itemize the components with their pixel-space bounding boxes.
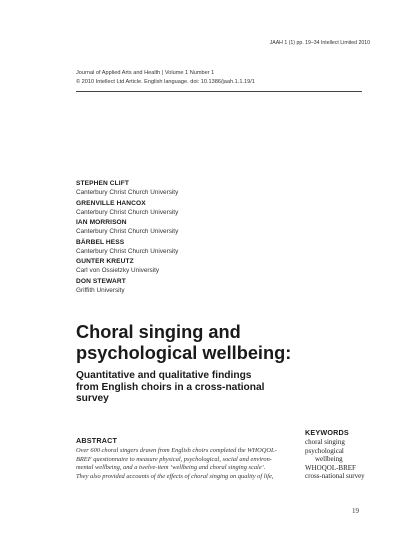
author-entry [76, 218, 336, 237]
keyword-item: wellbeing [315, 455, 343, 464]
article-title [76, 322, 376, 364]
author-list [76, 179, 336, 296]
author-entry [76, 238, 336, 257]
page-number: 19 [352, 507, 359, 515]
abstract-line: They also provided accounts of the effects of choral singing on quality of life, [76, 472, 274, 480]
author-name: STEPHEN CLIFT [76, 180, 129, 187]
title-line: psychological wellbeing: [76, 343, 292, 363]
author-entry [76, 257, 336, 276]
author-name: GUNTER KREUTZ [76, 258, 134, 265]
abstract-line: mental wellbeing, and a twelve-item ‘wellbeing and choral singing scale’. [76, 464, 266, 472]
author-entry [76, 179, 336, 198]
title-line: Choral singing and [76, 322, 241, 342]
author-affiliation: Canterbury Christ Church University [76, 189, 179, 196]
author-affiliation: Canterbury Christ Church University [76, 208, 179, 216]
journal-citation: Journal of Applied Arts and Health | Volume 1 Number 1 [76, 70, 215, 76]
keyword-item: cross-national survey [305, 472, 365, 481]
abstract-body [76, 447, 298, 481]
author-name: BÄRBEL HESS [76, 238, 125, 246]
keywords-heading: KEYWORDS [305, 428, 349, 437]
keyword-item: choral singing [305, 438, 345, 446]
author-name: DON STEWART [76, 277, 126, 285]
author-name: GRENVILLE HANCOX [76, 199, 146, 207]
copyright-doi: © 2010 Intellect Ltd Article. English language. doi: 10.1386/jaah.1.1.19/1 [76, 79, 255, 85]
subtitle-line: survey [76, 393, 109, 404]
keyword-item: WHOQOL-BREF [305, 463, 356, 472]
author-name: IAN MORRISON [76, 219, 127, 226]
subtitle-line: Quantitative and qualitative findings [76, 370, 252, 381]
author-affiliation: Canterbury Christ Church University [76, 247, 179, 255]
abstract-line: Over 600 choral singers drawn from English choirs completed the WHOQOL- [76, 447, 277, 454]
subtitle-line: from English choirs in a cross-national [76, 381, 265, 393]
author-entry [76, 277, 336, 296]
author-affiliation: Carl von Ossietzky University [76, 267, 160, 274]
article-subtitle [76, 370, 316, 405]
running-header-reference: JAAH 1 (1) pp. 19–34 Intellect Limited 2010 [269, 40, 370, 46]
keyword-item: psychological [305, 446, 344, 455]
author-affiliation: Griffith University [76, 286, 125, 294]
author-entry [76, 199, 336, 218]
author-affiliation: Canterbury Christ Church University [76, 228, 179, 235]
abstract-line: BREF questionnaire to measure physical, psychological, social and environ- [76, 455, 272, 463]
keywords-list [305, 438, 385, 481]
abstract-heading: ABSTRACT [76, 436, 118, 445]
header-rule [76, 91, 362, 92]
